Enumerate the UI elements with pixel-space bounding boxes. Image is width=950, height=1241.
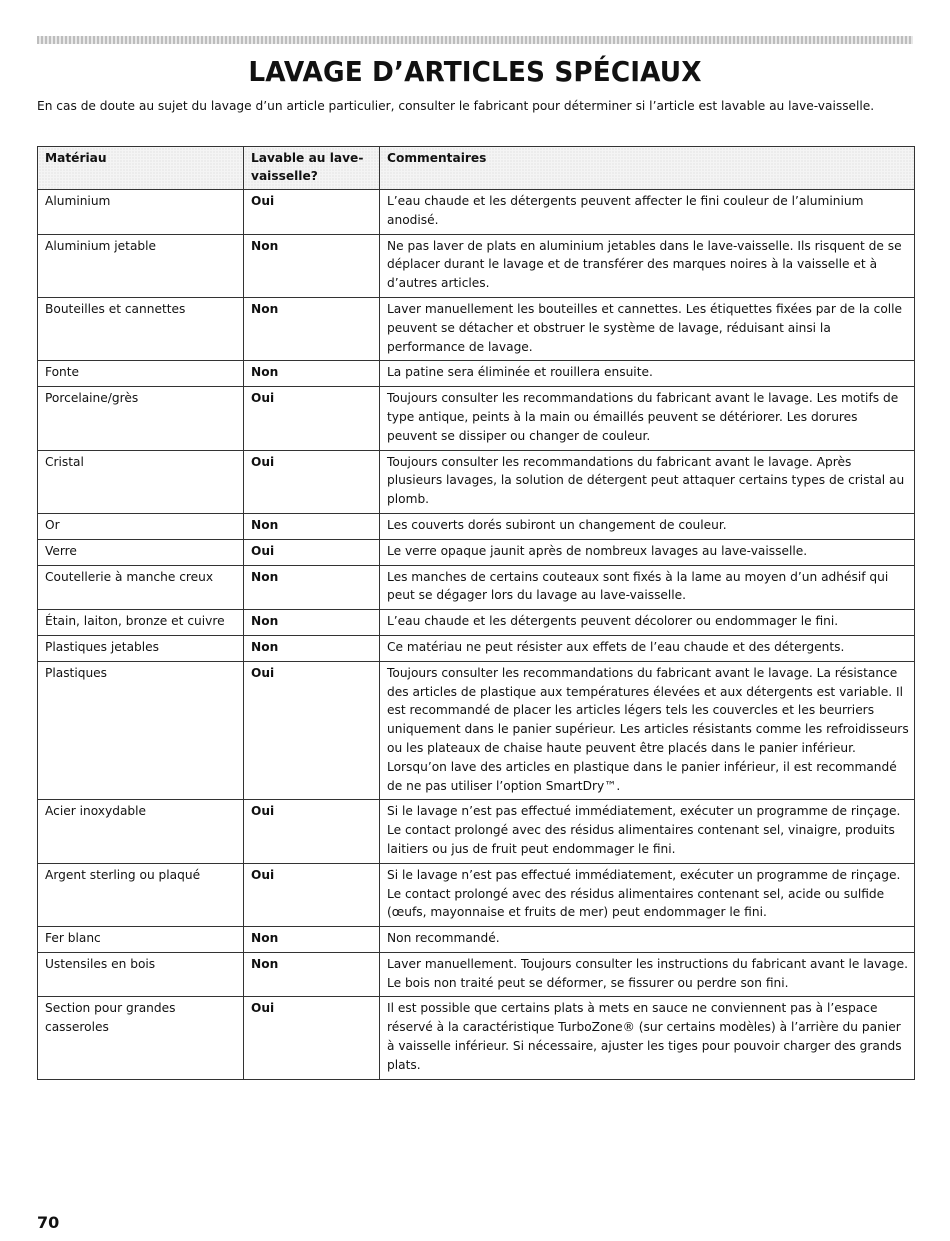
comment-cell: Non recommandé.	[380, 927, 915, 953]
washable-cell: Non	[244, 610, 380, 636]
washable-cell: Oui	[244, 997, 380, 1079]
comment-cell: Laver manuellement les bouteilles et cannettes. Les étiquettes fixées par de la colle peuvent se détacher et obstruer le système de lavage, réduisant ainsi la performance de lavage.	[380, 297, 915, 360]
washable-cell: Oui	[244, 387, 380, 450]
material-cell: Étain, laiton, bronze et cuivre	[38, 610, 244, 636]
material-cell: Or	[38, 513, 244, 539]
comment-cell: Il est possible que certains plats à mets en sauce ne conviennent pas à l’espace réservé à la caractéristique TurboZone® (sur certains modèles) à l’arrière du panier à vaisselle inférieur. Si nécessaire, ajuster les tiges pour pouvoir charger des grands plats.	[380, 997, 915, 1079]
washable-cell: Oui	[244, 661, 380, 800]
table-row	[38, 661, 915, 800]
comment-cell: Si le lavage n’est pas effectué immédiatement, exécuter un programme de rinçage. Le contact prolongé avec des résidus alimentaires contenant sel, acide ou sulfide (œufs, mayonnaise et fruits de mer) peut endommager le fini.	[380, 863, 915, 926]
material-cell: Bouteilles et cannettes	[38, 297, 244, 360]
table-row	[38, 635, 915, 661]
washable-cell: Oui	[244, 800, 380, 863]
washable-cell: Oui	[244, 539, 380, 565]
material-cell: Plastiques jetables	[38, 635, 244, 661]
special-items-table	[37, 146, 915, 1080]
comment-cell: Toujours consulter les recommandations du fabricant avant le lavage. Après plusieurs lavages, la solution de détergent peut attaquer certains types de cristal au plomb.	[380, 450, 915, 513]
washable-cell: Non	[244, 234, 380, 297]
page-number: 70	[37, 1213, 60, 1232]
comment-cell: L’eau chaude et les détergents peuvent affecter le fini couleur de l’aluminium anodisé.	[380, 190, 915, 235]
page-title: LAVAGE D’ARTICLES SPÉCIAUX	[248, 55, 702, 88]
comment-cell: Si le lavage n’est pas effectué immédiatement, exécuter un programme de rinçage. Le contact prolongé avec des résidus alimentaires contenant sel, vinaigre, produits laitiers ou jus de fruit peut endommager le fini.	[380, 800, 915, 863]
comment-cell: Le verre opaque jaunit après de nombreux lavages au lave-vaisselle.	[380, 539, 915, 565]
table-row	[38, 190, 915, 235]
table-header-row	[38, 147, 915, 190]
material-cell: Argent sterling ou plaqué	[38, 863, 244, 926]
table-row	[38, 863, 915, 926]
intro-text: En cas de doute au sujet du lavage d’un article particulier, consulter le fabricant pour déterminer si l’article est lavable au lave-vaisselle.	[37, 99, 875, 113]
material-cell: Aluminium	[38, 190, 244, 235]
table-row	[38, 610, 915, 636]
comment-cell: Toujours consulter les recommandations du fabricant avant le lavage. Les motifs de type antique, peints à la main ou émaillés peuvent se détériorer. Les dorures peuvent se dissiper ou changer de couleur.	[380, 387, 915, 450]
material-cell: Fer blanc	[38, 927, 244, 953]
material-cell: Verre	[38, 539, 244, 565]
table-row	[38, 513, 915, 539]
table-row	[38, 565, 915, 610]
table-row	[38, 387, 915, 450]
material-cell: Porcelaine/grès	[38, 387, 244, 450]
washable-cell: Non	[244, 565, 380, 610]
material-cell: Section pour grandes casseroles	[38, 997, 244, 1079]
washable-cell: Non	[244, 952, 380, 997]
comment-cell: L’eau chaude et les détergents peuvent décolorer ou endommager le fini.	[380, 610, 915, 636]
material-cell: Fonte	[38, 361, 244, 387]
table-row	[38, 952, 915, 997]
comment-cell: Toujours consulter les recommandations du fabricant avant le lavage. La résistance des articles de plastique aux températures élevées et aux détergents est variable. Il est recommandé de placer les articles légers tels les couvercles et les beurriers uniquement dans le panier supérieur. Les articles résistants comme les refroidisseurs ou les plateaux de chaise haute peuvent être placés dans le panier inférieur. Lorsqu’on lave des articles en plastique dans le panier inférieur, il est recommandé de ne pas utiliser l’option SmartDry™.	[380, 661, 915, 800]
table-body	[38, 190, 915, 1080]
material-cell: Cristal	[38, 450, 244, 513]
table-row	[38, 539, 915, 565]
comment-cell: La patine sera éliminée et rouillera ensuite.	[380, 361, 915, 387]
header-material: Matériau	[38, 147, 244, 190]
material-cell: Acier inoxydable	[38, 800, 244, 863]
comment-cell: Laver manuellement. Toujours consulter les instructions du fabricant avant le lavage. Le bois non traité peut se déformer, se fissurer ou perdre son fini.	[380, 952, 915, 997]
material-cell: Coutellerie à manche creux	[38, 565, 244, 610]
comment-cell: Les couverts dorés subiront un changement de couleur.	[380, 513, 915, 539]
top-rule	[37, 36, 913, 44]
table-row	[38, 927, 915, 953]
washable-cell: Non	[244, 927, 380, 953]
comment-cell: Ne pas laver de plats en aluminium jetables dans le lave-vaisselle. Ils risquent de se déplacer durant le lavage et de transférer des marques noires à la vaisselle et à d’autres articles.	[380, 234, 915, 297]
table-row	[38, 361, 915, 387]
comment-cell: Ce matériau ne peut résister aux effets de l’eau chaude et des détergents.	[380, 635, 915, 661]
header-washable: Lavable au lave-vaisselle?	[244, 147, 380, 190]
header-comments: Commentaires	[380, 147, 915, 190]
washable-cell: Non	[244, 297, 380, 360]
washable-cell: Oui	[244, 190, 380, 235]
table-row	[38, 234, 915, 297]
table-row	[38, 450, 915, 513]
table-row	[38, 800, 915, 863]
table-row	[38, 997, 915, 1079]
material-cell: Ustensiles en bois	[38, 952, 244, 997]
material-cell: Plastiques	[38, 661, 244, 800]
comment-cell: Les manches de certains couteaux sont fixés à la lame au moyen d’un adhésif qui peut se dégager lors du lavage au lave-vaisselle.	[380, 565, 915, 610]
washable-cell: Non	[244, 513, 380, 539]
material-cell: Aluminium jetable	[38, 234, 244, 297]
washable-cell: Oui	[244, 450, 380, 513]
washable-cell: Non	[244, 361, 380, 387]
table-row	[38, 297, 915, 360]
washable-cell: Oui	[244, 863, 380, 926]
washable-cell: Non	[244, 635, 380, 661]
